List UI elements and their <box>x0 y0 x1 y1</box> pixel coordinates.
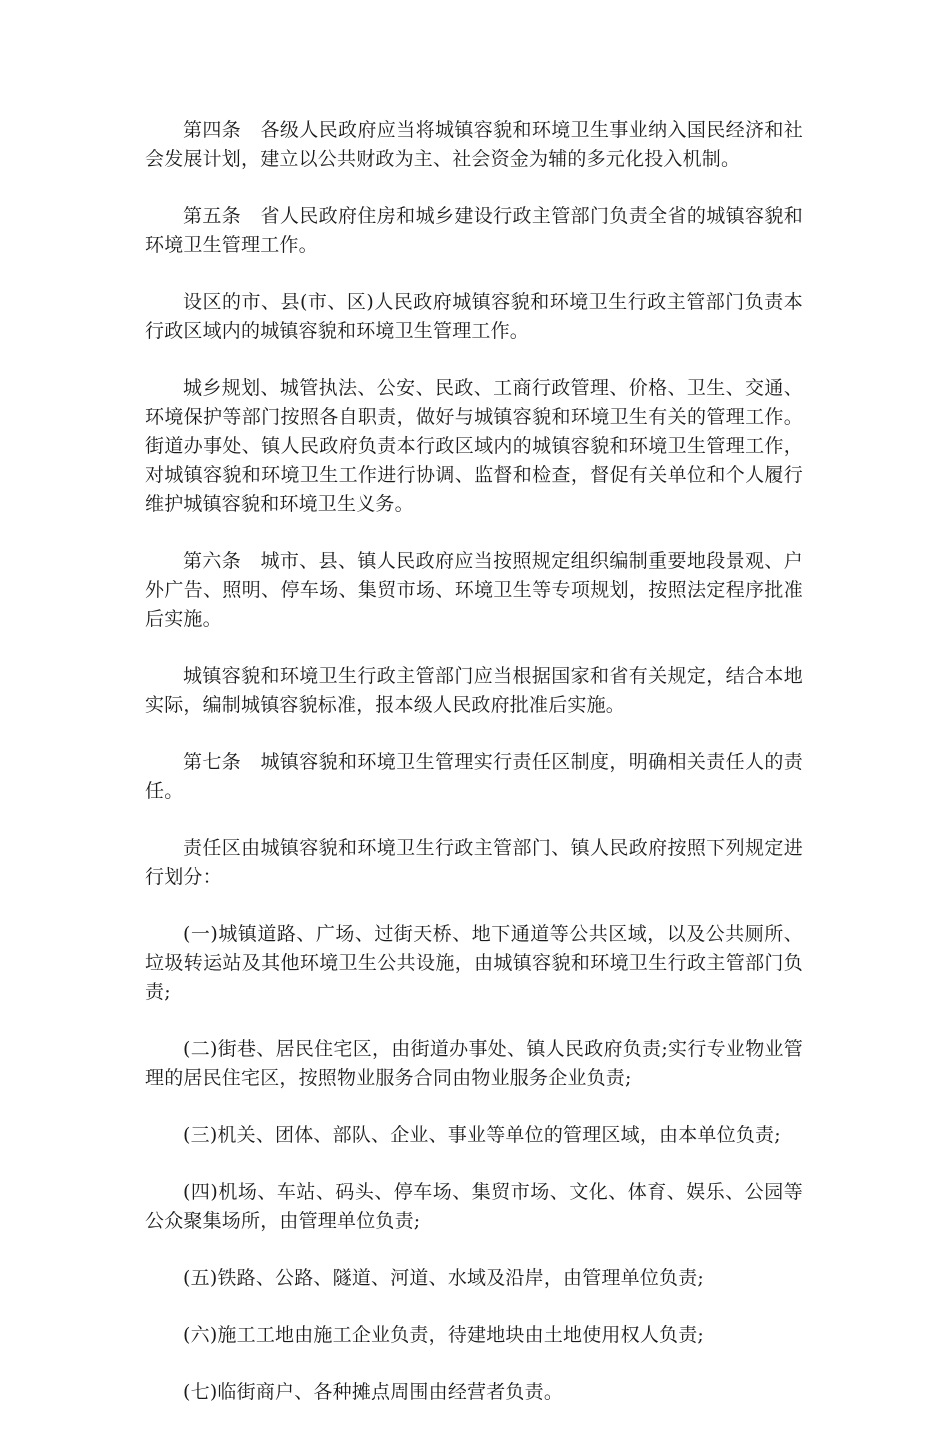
list-item: (一)城镇道路、广场、过街天桥、地下通道等公共区域，以及公共厕所、垃圾转运站及其他环境卫生公共设施，由城镇容貌和环境卫生行政主管部门负责; <box>145 923 803 1003</box>
document-body <box>145 116 803 1435</box>
list-item: (三)机关、团体、部队、企业、事业等单位的管理区域，由本单位负责; <box>183 1124 781 1146</box>
paragraph-article-7: 第七条 城镇容貌和环境卫生管理实行责任区制度，明确相关责任人的责任。 <box>145 751 803 802</box>
list-item: (四)机场、车站、码头、停车场、集贸市场、文化、体育、娱乐、公园等公众聚集场所，由管理单位负责; <box>145 1181 803 1232</box>
paragraph: 责任区由城镇容貌和环境卫生行政主管部门、镇人民政府按照下列规定进行划分： <box>145 837 803 888</box>
list-item: (二)街巷、居民住宅区，由街道办事处、镇人民政府负责;实行专业物业管理的居民住宅区，按照物业服务合同由物业服务企业负责; <box>145 1038 803 1089</box>
paragraph: 城镇容貌和环境卫生行政主管部门应当根据国家和省有关规定，结合本地实际，编制城镇容貌标准，报本级人民政府批准后实施。 <box>145 665 803 716</box>
paragraph: 城乡规划、城管执法、公安、民政、工商行政管理、价格、卫生、交通、环境保护等部门按照各自职责，做好与城镇容貌和环境卫生有关的管理工作。街道办事处、镇人民政府负责本行政区域内的城镇容貌和环境卫生管理工作，对城镇容貌和环境卫生工作进行协调、监督和检查，督促有关单位和个人履行维护城镇容貌和环境卫生义务。 <box>145 377 803 515</box>
paragraph-article-6: 第六条 城市、县、镇人民政府应当按照规定组织编制重要地段景观、户外广告、照明、停车场、集贸市场、环境卫生等专项规划，按照法定程序批准后实施。 <box>145 550 803 630</box>
list-item: (五)铁路、公路、隧道、河道、水域及沿岸，由管理单位负责; <box>183 1267 705 1289</box>
paragraph-article-4: 第四条 各级人民政府应当将城镇容貌和环境卫生事业纳入国民经济和社会发展计划，建立以公共财政为主、社会资金为辅的多元化投入机制。 <box>145 119 803 170</box>
paragraph-article-5: 第五条 省人民政府住房和城乡建设行政主管部门负责全省的城镇容貌和环境卫生管理工作。 <box>145 205 803 256</box>
list-item: (六)施工工地由施工企业负责，待建地块由土地使用权人负责; <box>183 1324 705 1346</box>
list-item: (七)临街商户、各种摊点周围由经营者负责。 <box>183 1381 564 1403</box>
paragraph: 设区的市、县(市、区)人民政府城镇容貌和环境卫生行政主管部门负责本行政区域内的城镇容貌和环境卫生管理工作。 <box>145 291 803 342</box>
